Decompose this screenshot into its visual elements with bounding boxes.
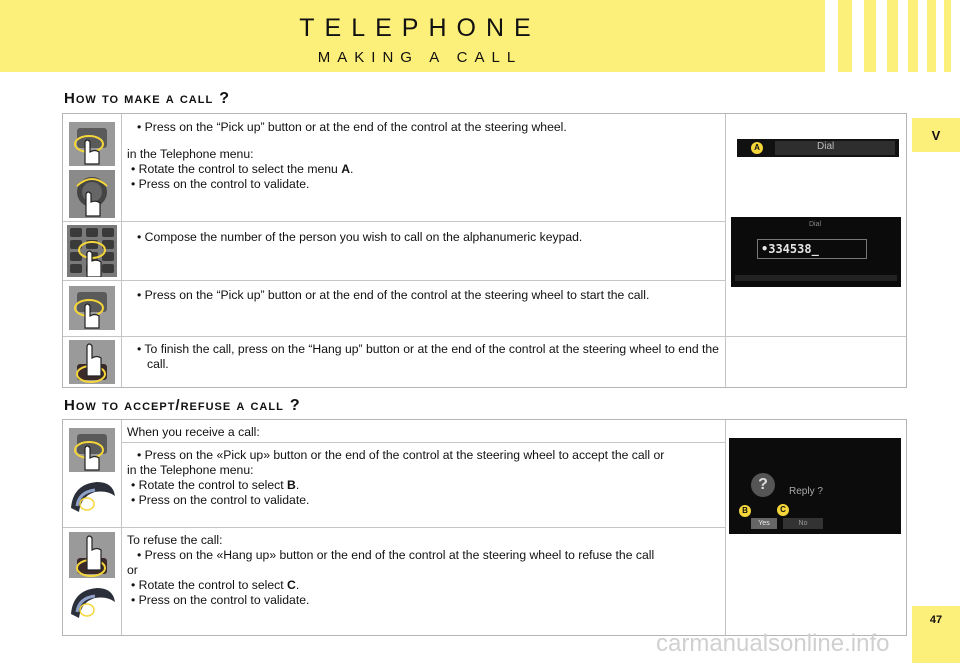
section-heading-make-call: How to make a call ? <box>64 90 230 107</box>
make-call-row3-text: • Press on the “Pick up” button or at the end of the control at the steering wheel to start the call. <box>137 288 650 302</box>
label-c-badge: C <box>777 504 789 516</box>
pick-up-button-icon <box>69 122 115 171</box>
accept-refuse-table <box>62 419 907 636</box>
chapter-tab: V <box>912 118 960 152</box>
steering-control-icon <box>67 584 117 629</box>
menu-screen-dial: A Dial <box>737 139 899 157</box>
refuse-row-text: To refuse the call: • Press on the «Hang up» button or the end of the control at the steering wheel to refuse the call or • Rotate the control to select C. • Press on the control to validate. <box>127 533 655 607</box>
pick-up-button-icon <box>69 286 115 335</box>
accept-row2-text: • Press on the «Pick up» button or the end of the control at the steering wheel to accept the call or in the Telephone menu: • Rotate the control to select B. • Press on the control to validate. <box>127 448 665 507</box>
dial-screen: Dial •334538_ <box>731 217 901 287</box>
label-b-badge: B <box>739 505 751 517</box>
make-call-row4-text: • To finish the call, press on the “Hang up” button or at the end of the control at the steering wheel to end the call. <box>137 342 719 371</box>
steering-control-icon <box>67 478 117 523</box>
page-header <box>0 0 960 72</box>
pick-up-button-icon <box>69 428 115 477</box>
make-call-row2-text: • Compose the number of the person you wish to call on the alphanumeric keypad. <box>137 230 583 244</box>
reply-screen: ? Reply ? Yes No B C <box>729 438 901 534</box>
dialed-number: •334538_ <box>761 242 819 256</box>
page-subtitle: MAKING A CALL <box>317 49 523 66</box>
keypad-icon <box>67 225 117 282</box>
watermark: carmanualsonline.info <box>656 630 890 657</box>
rotary-control-icon <box>69 170 115 223</box>
no-option: No <box>783 518 823 529</box>
hang-up-button-icon <box>69 340 115 389</box>
label-a-badge: A <box>751 142 763 154</box>
page-title: TELEPHONE <box>299 14 541 42</box>
accept-row1-text: When you receive a call: <box>127 425 260 439</box>
make-call-table <box>62 113 907 388</box>
question-icon: ? <box>751 473 775 497</box>
make-call-row1-text: • Press on the “Pick up” button or at the end of the control at the steering wheel. in the Telephone menu: • Rotate the control to select the menu A. • Press on the control to validate. <box>127 120 567 191</box>
page-number: 47 <box>912 606 960 663</box>
hang-up-button-icon <box>69 532 115 583</box>
yes-option: Yes <box>751 518 777 529</box>
section-heading-accept-refuse: How to accept/refuse a call ? <box>64 397 301 414</box>
